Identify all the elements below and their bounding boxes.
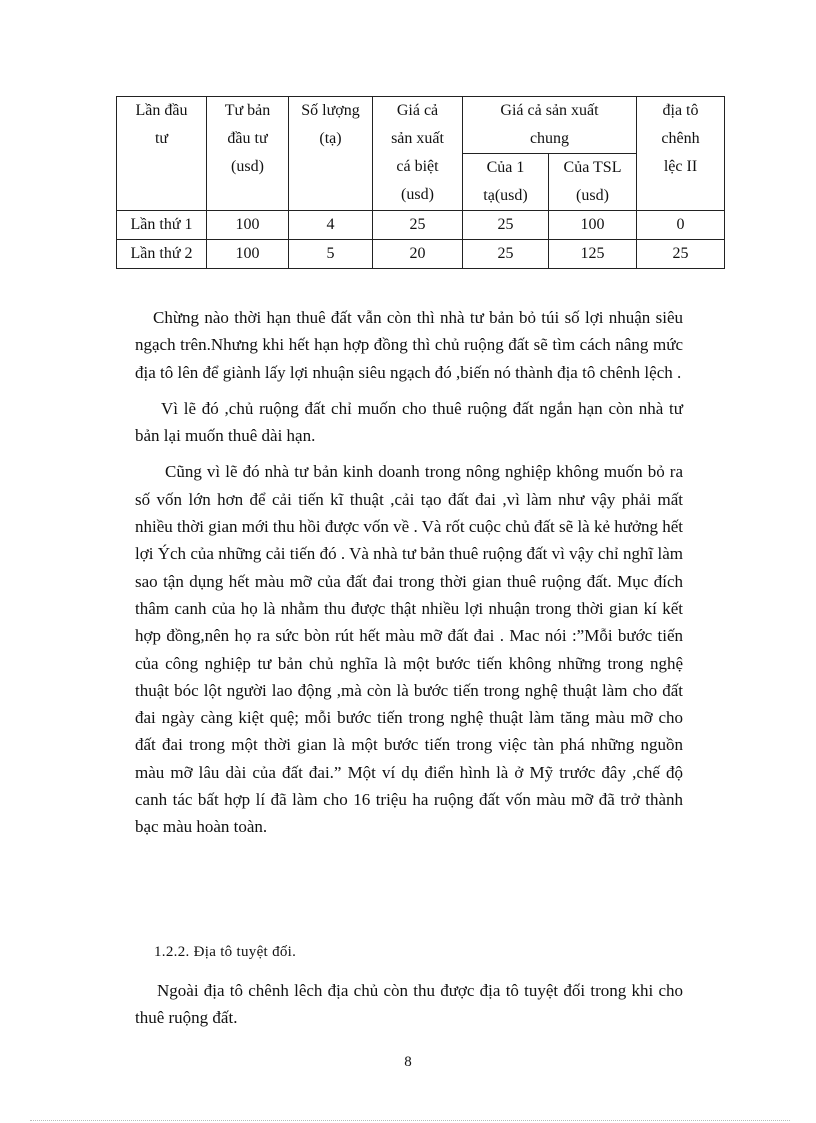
section-heading: 1.2.2. Địa tô tuyệt đối. xyxy=(154,944,297,960)
page-number: 8 xyxy=(404,1054,412,1070)
header-so-luong: Số lượng (tạ) xyxy=(289,97,373,211)
body-text xyxy=(135,304,683,841)
header-gia-ca-ca-biet: Giá cả sản xuất cá biệt (usd) xyxy=(373,97,463,211)
paragraph-3: Cũng vì lẽ đó nhà tư bản kinh doanh trong nông nghiệp không muốn bỏ ra số vốn lớn hơn để cải tiến kĩ thuật ,cải tạo đất đai ,vì làm như vậy phải mất nhiều thời gian mới thu hồi được vốn về . Và rốt cuộc chủ đất sẽ là kẻ hưởng hết lợi Ých của những cải tiến đó . Và nhà tư bản thuê ruộng đất vì vậy chỉ nghĩ làm sao tận dụng hết màu mỡ của đất đai trong thời gian thuê ruộng đất. Mục đích thâm canh của họ là nhằm thu được thật nhiều lợi nhuận trong thời gian kí kết hợp đồng,nên họ ra sức bòn rút hết màu mỡ đất đai . Mac nói :”Mỗi bước tiến của công nghiệp tư bản chủ nghĩa là một bước tiến không những trong nghệ thuật bóc lột người lao động ,mà còn là bước tiến trong nghệ thuật làm cho đất đai ngày càng kiệt quệ; mỗi bước tiến trong nghệ thuật làm tăng màu mỡ cho đất đai trong một thời gian là một bước tiến trong việc tàn phá những nguồn màu mỡ lâu dài của đất đai.” Một ví dụ điển hình là ở Mỹ trước đây ,chế độ canh tác bất hợp lí đã làm cho 16 triệu ha ruộng đất vốn màu mỡ đã trở thành bạc màu hoàn toàn. xyxy=(135,462,683,837)
rent-table xyxy=(116,96,725,269)
header-tu-ban-dau-tu: Tư bản đầu tư (usd) xyxy=(207,97,289,211)
page-bottom-rule xyxy=(30,1120,790,1121)
table-cell: 100 xyxy=(207,211,289,240)
table-cell: 25 xyxy=(373,211,463,240)
table-cell: 25 xyxy=(463,211,549,240)
final-text xyxy=(135,977,683,1032)
table-cell: 25 xyxy=(463,240,549,269)
table-cell: 125 xyxy=(549,240,637,269)
table-cell: Lần thứ 1 xyxy=(117,211,207,240)
table-cell: 5 xyxy=(289,240,373,269)
header-cua-1-ta: Của 1 tạ(usd) xyxy=(463,154,549,211)
table-row xyxy=(117,240,725,269)
table-cell: Lần thứ 2 xyxy=(117,240,207,269)
header-dia-to-chenh-lech: địa tô chênh lệc II xyxy=(637,97,725,211)
table-cell: 4 xyxy=(289,211,373,240)
paragraph-2: Vì lẽ đó ,chủ ruộng đất chỉ muốn cho thuê ruộng đất ngắn hạn còn nhà tư bản lại muốn thuê dài hạn. xyxy=(135,398,683,446)
table-cell: 20 xyxy=(373,240,463,269)
paragraph-final: Ngoài địa tô chênh lêch địa chủ còn thu được địa tô tuyệt đối trong khi cho thuê ruộng đất. xyxy=(135,981,683,1028)
table-header-row xyxy=(117,97,725,154)
table-cell: 100 xyxy=(207,240,289,269)
paragraph-1: Chừng nào thời hạn thuê đất vẫn còn thì nhà tư bản bỏ túi số lợi nhuận siêu ngạch trên.Nhưng khi hết hạn hợp đồng thì chủ ruộng đất sẽ tìm cách nâng mức địa tô lên để giành lấy lợi nhuận siêu ngạch đó ,biến nó thành địa tô chênh lệch . xyxy=(135,308,683,382)
header-lan-dau-tu: Lần đầu tư xyxy=(117,97,207,211)
header-cua-tsl: Của TSL (usd) xyxy=(549,154,637,211)
table-row xyxy=(117,211,725,240)
table-cell: 100 xyxy=(549,211,637,240)
table-cell: 25 xyxy=(637,240,725,269)
header-gia-ca-chung: Giá cả sản xuất chung xyxy=(463,97,637,154)
table-cell: 0 xyxy=(637,211,725,240)
